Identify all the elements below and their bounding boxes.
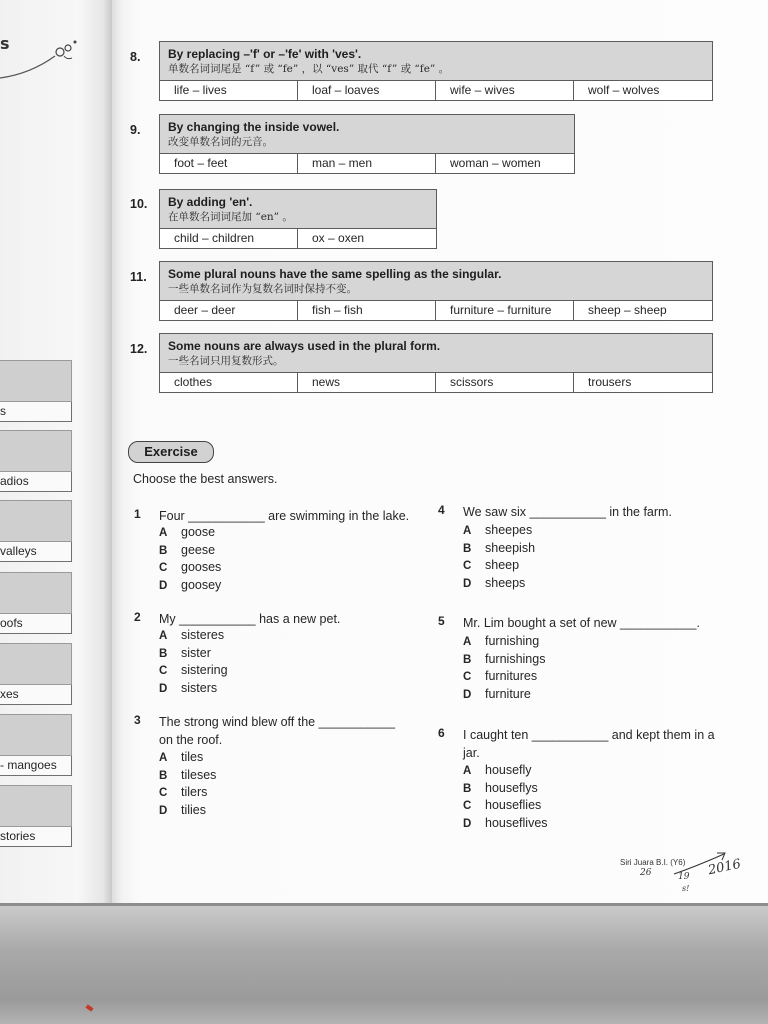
- option-letter: B: [159, 544, 168, 557]
- example-row: [160, 154, 574, 173]
- example-row: [160, 373, 712, 392]
- rule-box-10: [159, 189, 437, 249]
- option-text: furniture: [485, 686, 531, 701]
- answer-option[interactable]: [463, 686, 545, 704]
- question-number: 5: [438, 614, 445, 628]
- example-cell: sheep – sheep: [588, 303, 667, 317]
- option-letter: A: [159, 527, 168, 539]
- option-text: houseflives: [485, 815, 548, 830]
- example-cell: child – children: [160, 229, 298, 248]
- option-letter: C: [463, 560, 472, 572]
- left-fragment-7: stories: [0, 785, 72, 847]
- answer-option[interactable]: [463, 780, 548, 798]
- option-letter: D: [463, 577, 472, 590]
- option-letter: B: [463, 542, 472, 555]
- question-number: 1: [134, 507, 141, 521]
- example-row: [160, 229, 436, 248]
- example-cell: clothes: [160, 373, 298, 392]
- option-list: [463, 522, 535, 592]
- option-text: furnishings: [485, 651, 546, 666]
- question-number: 6: [438, 726, 445, 740]
- left-fragment-3: valleys: [0, 500, 72, 562]
- left-fragment-4: oofs: [0, 572, 72, 634]
- example-cell: foot – feet: [160, 154, 298, 173]
- option-text: houseflies: [485, 798, 542, 812]
- answer-option[interactable]: [463, 540, 535, 558]
- option-letter: B: [463, 782, 472, 795]
- option-list: [159, 627, 228, 697]
- example-cell: trousers: [588, 375, 632, 389]
- rule-title: By changing the inside vowel.: [168, 120, 340, 134]
- question-number: 3: [134, 713, 141, 727]
- answer-option[interactable]: [159, 645, 228, 663]
- answer-option[interactable]: [463, 651, 545, 669]
- option-text: goose: [181, 525, 216, 539]
- question-stem: The strong wind blew off the ___________ on the roof.: [159, 715, 396, 747]
- option-text: goosey: [181, 577, 222, 592]
- option-list: [159, 524, 221, 594]
- answer-option[interactable]: [159, 542, 221, 560]
- example-cell: deer – deer: [160, 301, 298, 320]
- rule-box-8: [159, 41, 713, 101]
- rule-title: By adding 'en'.: [168, 195, 253, 209]
- answer-option[interactable]: [463, 633, 545, 651]
- answer-option[interactable]: [159, 627, 228, 645]
- option-list: [159, 749, 216, 819]
- rule-box-11: [159, 261, 713, 321]
- exercise-heading: Exercise: [128, 441, 214, 463]
- option-text: sister: [181, 645, 211, 660]
- rule-number: 8.: [130, 50, 141, 64]
- answer-option[interactable]: [159, 559, 221, 577]
- rule-title: By replacing –'f' or –'fe' with 'ves'.: [168, 47, 362, 61]
- exercise-instruction: Choose the best answers.: [133, 472, 278, 486]
- answer-option[interactable]: [159, 802, 216, 820]
- option-letter: B: [463, 653, 472, 666]
- answer-option[interactable]: [159, 680, 228, 698]
- option-text: furnitures: [485, 669, 538, 683]
- rule-title-chinese: 一些名词只用复数形式。: [168, 355, 284, 367]
- option-text: houseflys: [485, 780, 538, 795]
- rule-title: Some nouns are always used in the plural form.: [168, 339, 441, 353]
- answer-option[interactable]: [159, 749, 216, 767]
- rule-number: 12.: [130, 342, 148, 356]
- option-letter: C: [463, 671, 472, 683]
- answer-option[interactable]: [159, 784, 216, 802]
- option-text: tilies: [181, 802, 207, 817]
- option-text: gooses: [181, 560, 222, 574]
- answer-option[interactable]: [159, 662, 228, 680]
- example-cell: man – men: [298, 154, 436, 173]
- example-cell: wolf – wolves: [588, 83, 660, 97]
- option-list: [463, 633, 545, 703]
- left-fragment-6: - mangoes: [0, 714, 72, 776]
- rule-title-chinese: 单数名词词尾是 “f” 或 “fe” ，以 “ves” 取代 “f” 或 “fe” 。: [168, 63, 450, 75]
- option-letter: B: [159, 769, 168, 782]
- question-stem: We saw six ___________ in the farm.: [463, 505, 672, 519]
- option-text: sisters: [181, 680, 218, 695]
- answer-option[interactable]: [463, 797, 548, 815]
- option-letter: B: [159, 647, 168, 660]
- question-stem: I caught ten ___________ and kept them in a jar.: [463, 728, 715, 760]
- option-letter: C: [463, 800, 472, 812]
- textbook-page: [112, 0, 768, 905]
- example-cell: news: [298, 373, 436, 392]
- answer-option[interactable]: [463, 668, 545, 686]
- option-letter: D: [159, 682, 168, 695]
- answer-option[interactable]: [463, 575, 535, 593]
- option-text: geese: [181, 542, 216, 557]
- handwritten-year: 2016: [706, 856, 743, 879]
- answer-option[interactable]: [159, 524, 221, 542]
- question-stem: My ___________ has a new pet.: [159, 612, 341, 626]
- answer-option[interactable]: [159, 767, 216, 785]
- option-text: tilers: [181, 785, 208, 799]
- option-text: sheepes: [485, 523, 533, 537]
- option-letter: D: [463, 688, 472, 701]
- option-letter: C: [159, 665, 168, 677]
- handwritten-note: 26: [640, 868, 652, 878]
- option-letter: A: [463, 765, 472, 777]
- rule-number: 10.: [130, 197, 148, 211]
- option-letter: D: [159, 804, 168, 817]
- left-fragment-5: xes: [0, 643, 72, 705]
- handwritten-arrow-icon: [672, 848, 732, 878]
- handwritten-note: s!: [682, 884, 690, 893]
- question-stem: Mr. Lim bought a set of new ___________.: [463, 616, 700, 630]
- page-edge-shadow: [0, 903, 768, 906]
- option-list: [463, 762, 548, 832]
- question-number: 2: [134, 610, 141, 624]
- option-text: tileses: [181, 767, 217, 782]
- answer-option[interactable]: [159, 577, 221, 595]
- rule-number: 11.: [130, 270, 147, 284]
- option-letter: A: [159, 752, 168, 764]
- example-cell: ox – oxen: [312, 231, 365, 245]
- option-letter: A: [463, 636, 472, 648]
- option-letter: A: [463, 525, 472, 537]
- left-page-letter: s: [0, 34, 10, 53]
- answer-option[interactable]: [463, 557, 535, 575]
- example-cell: loaf – loaves: [298, 81, 436, 100]
- answer-option[interactable]: [463, 815, 548, 833]
- left-fragment-1: s: [0, 360, 72, 422]
- option-text: sheepish: [485, 540, 536, 555]
- example-cell: fish – fish: [298, 301, 436, 320]
- example-cell: wife – wives: [436, 81, 574, 100]
- rule-box-12: [159, 333, 713, 393]
- rule-title-chinese: 一些单数名词作为复数名词时保持不变。: [168, 283, 357, 295]
- rule-number: 9.: [130, 123, 141, 137]
- previous-page: [0, 0, 112, 905]
- option-letter: D: [159, 579, 168, 592]
- question-stem: Four ___________ are swimming in the lake.: [159, 509, 410, 523]
- example-row: [160, 301, 712, 320]
- example-row: [160, 81, 712, 100]
- example-cell: scissors: [436, 373, 574, 392]
- left-fragment-2: adios: [0, 430, 72, 492]
- option-letter: D: [463, 817, 472, 830]
- book-label: Siri Juara B.I. (Y6): [620, 858, 686, 867]
- example-cell: life – lives: [160, 81, 298, 100]
- option-letter: C: [159, 787, 168, 799]
- answer-option[interactable]: [463, 762, 548, 780]
- answer-option[interactable]: [463, 522, 535, 540]
- option-text: housefly: [485, 763, 532, 777]
- example-cell: woman – women: [450, 156, 541, 170]
- rule-title-chinese: 改变单数名词的元音。: [168, 136, 273, 148]
- rule-title-chinese: 在单数名词词尾加 “en” 。: [168, 211, 293, 223]
- option-text: sistering: [181, 663, 228, 677]
- option-text: sheep: [485, 558, 520, 572]
- rule-box-9: [159, 114, 575, 174]
- scan-fleck: [85, 1004, 93, 1011]
- option-letter: C: [159, 562, 168, 574]
- option-text: sheeps: [485, 575, 526, 590]
- example-cell: furniture – furniture: [436, 301, 574, 320]
- question-number: 4: [438, 503, 445, 517]
- handwritten-note: 19: [678, 872, 690, 882]
- option-text: tiles: [181, 750, 204, 764]
- rule-title: Some plural nouns have the same spelling as the singular.: [168, 267, 502, 281]
- option-text: furnishing: [485, 634, 540, 648]
- option-letter: A: [159, 630, 168, 642]
- decorative-flourish-icon: [0, 36, 85, 86]
- option-text: sisteres: [181, 628, 225, 642]
